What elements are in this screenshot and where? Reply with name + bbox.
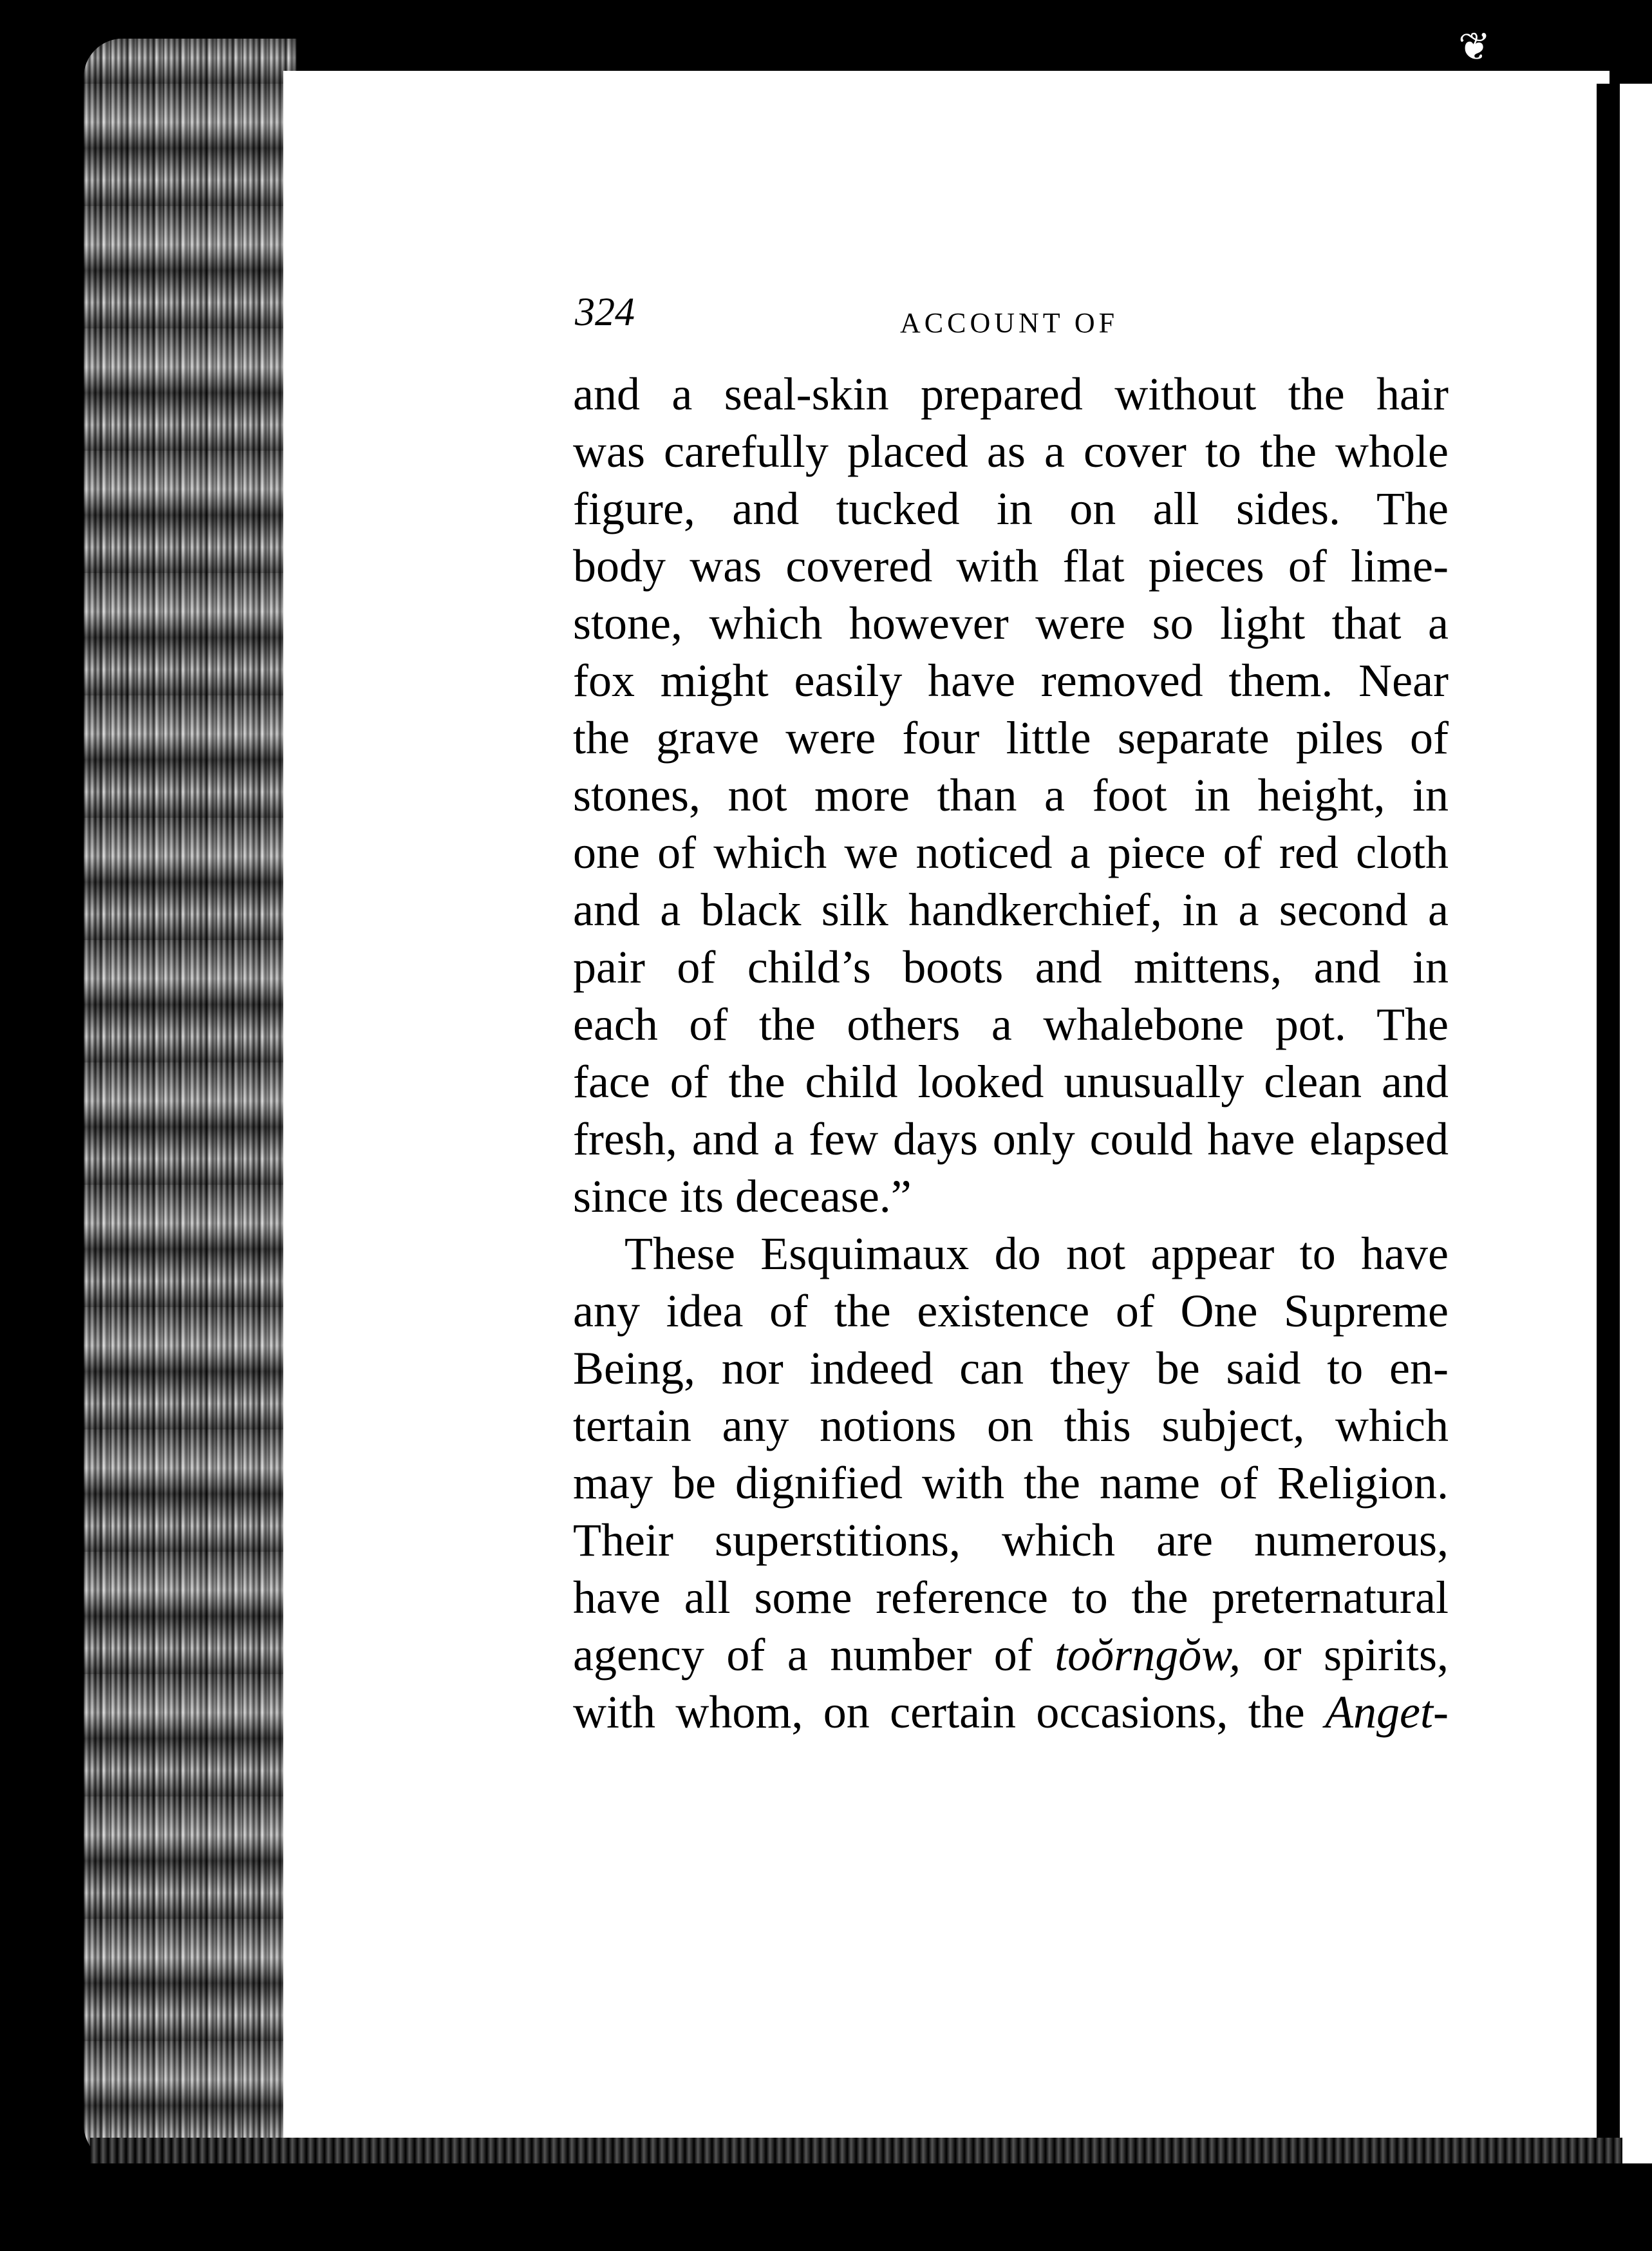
italic-term: toŏrngŏw, [1055,1629,1241,1681]
text-line: fox might easily have removed them. Near [573,655,1449,706]
text-line: fresh, and a few days only could have elapsed [573,1113,1449,1165]
text-line: and a seal-skin prepared without the hair [573,368,1449,420]
paragraph-2 [573,1225,1449,1741]
page-number: 324 [575,290,635,334]
text-line: any idea of the existence of One Supreme [573,1285,1449,1337]
text-line: and a black silk handkerchief, in a second a [573,884,1449,936]
text-line: have all some reference to the preternatural [573,1572,1449,1623]
text-line: one of which we noticed a piece of red cloth [573,827,1449,878]
text-line: since its decease.” [573,1171,912,1222]
book-fore-edge-shading [84,39,296,2163]
running-title: ACCOUNT OF [900,307,1119,339]
text-line: may be dignified with the name of Religion. [573,1457,1449,1509]
body-text [573,366,1449,1741]
facing-page-gutter [1597,84,1620,2163]
text-line: These Esquimaux do not appear to have [624,1228,1449,1279]
text-line [573,1684,1449,1741]
running-head [575,290,1444,341]
text-line [573,1626,1449,1684]
text-line: stone, which however were so light that a [573,598,1449,649]
text-line: body was covered with flat pieces of lime- [573,540,1449,592]
text-fragment: or spirits, [1262,1629,1449,1681]
text-line: Their superstitions, which are numerous, [573,1514,1449,1566]
book-bottom-edge [90,2138,1622,2163]
text-line: face of the child looked unusually clean and [573,1056,1449,1107]
paragraph-1 [573,366,1449,1225]
text-line: the grave were four little separate piles of [573,712,1449,764]
text-line: pair of child’s boots and mittens, and in [573,941,1449,993]
text-line: stones, not more than a foot in height, in [573,769,1449,821]
text-line: tertain any notions on this subject, which [573,1400,1449,1451]
text-line: Being, nor indeed can they be said to en- [573,1342,1449,1394]
facing-page-edge [1620,84,1652,2163]
text-line: each of the others a whalebone pot. The [573,999,1449,1050]
text-line: was carefully placed as a cover to the whole [573,426,1449,477]
text-fragment: agency of a number of [573,1629,1033,1681]
text-line: figure, and tucked in on all sides. The [573,483,1449,534]
text-fragment: with whom, on certain occasions, the [573,1686,1305,1738]
corner-mark: ❦ [1458,24,1491,70]
italic-term: Anget- [1325,1686,1449,1738]
